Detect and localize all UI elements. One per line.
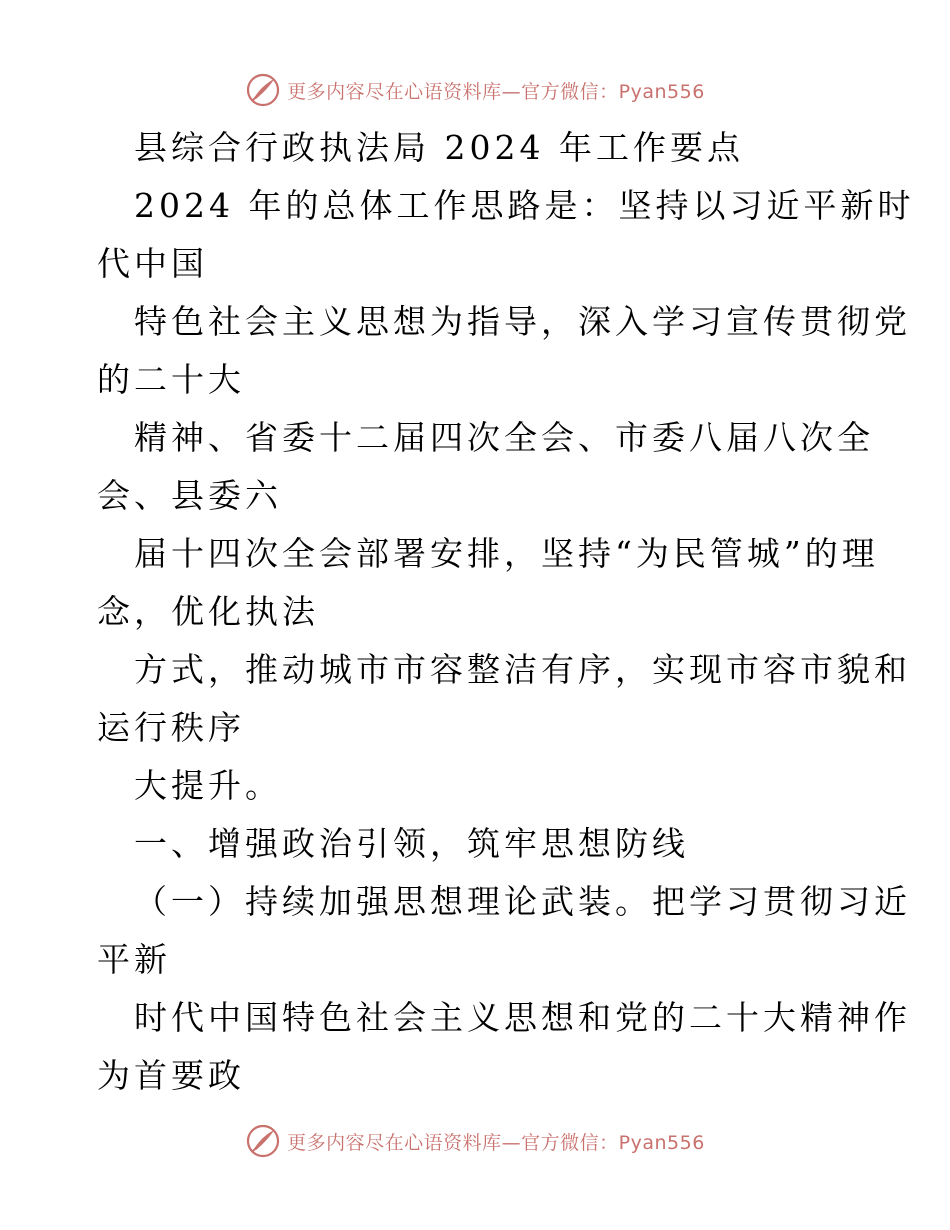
- paragraph-line: 特色社会主义思想为指导，深入学习宣传贯彻党: [134, 302, 911, 341]
- header-watermark: [0, 68, 950, 112]
- quill-logo-icon: [245, 1123, 281, 1159]
- watermark-text: 更多内容尽在心语资料库—官方微信：Pyan556: [287, 1131, 705, 1154]
- paragraph-line: 会、县委六: [97, 476, 282, 515]
- paragraph-line: 代中国: [97, 244, 208, 283]
- paragraph-line: （一）持续加强思想理论武装。把学习贯彻习近: [134, 882, 911, 921]
- paragraph-line: 方式，推动城市市容整洁有序，实现市容市貌和: [134, 650, 911, 689]
- quill-logo-icon: [245, 72, 281, 108]
- paragraph-line: 平新: [97, 940, 171, 979]
- paragraph-line: 2024 年的总体工作思路是：坚持以习近平新时: [134, 186, 915, 225]
- footer-watermark: [0, 1119, 950, 1163]
- watermark-text: 更多内容尽在心语资料库—官方微信：Pyan556: [287, 80, 705, 103]
- paragraph-line: 运行秩序: [97, 708, 245, 747]
- paragraph-line: 届十四次全会部署安排，坚持“为民管城”的理: [134, 534, 879, 573]
- paragraph-line: 的二十大: [97, 360, 245, 399]
- paragraph-line: 大提升。: [134, 766, 282, 805]
- paragraph-line: 时代中国特色社会主义思想和党的二十大精神作: [134, 998, 911, 1037]
- paragraph-line: 为首要政: [97, 1056, 245, 1095]
- section-heading: 一、增强政治引领，筑牢思想防线: [134, 824, 689, 863]
- document-title: 县综合行政执法局 2024 年工作要点: [134, 128, 744, 167]
- paragraph-line: 精神、省委十二届四次全会、市委八届八次全: [134, 418, 874, 457]
- paragraph-line: 念，优化执法: [97, 592, 319, 631]
